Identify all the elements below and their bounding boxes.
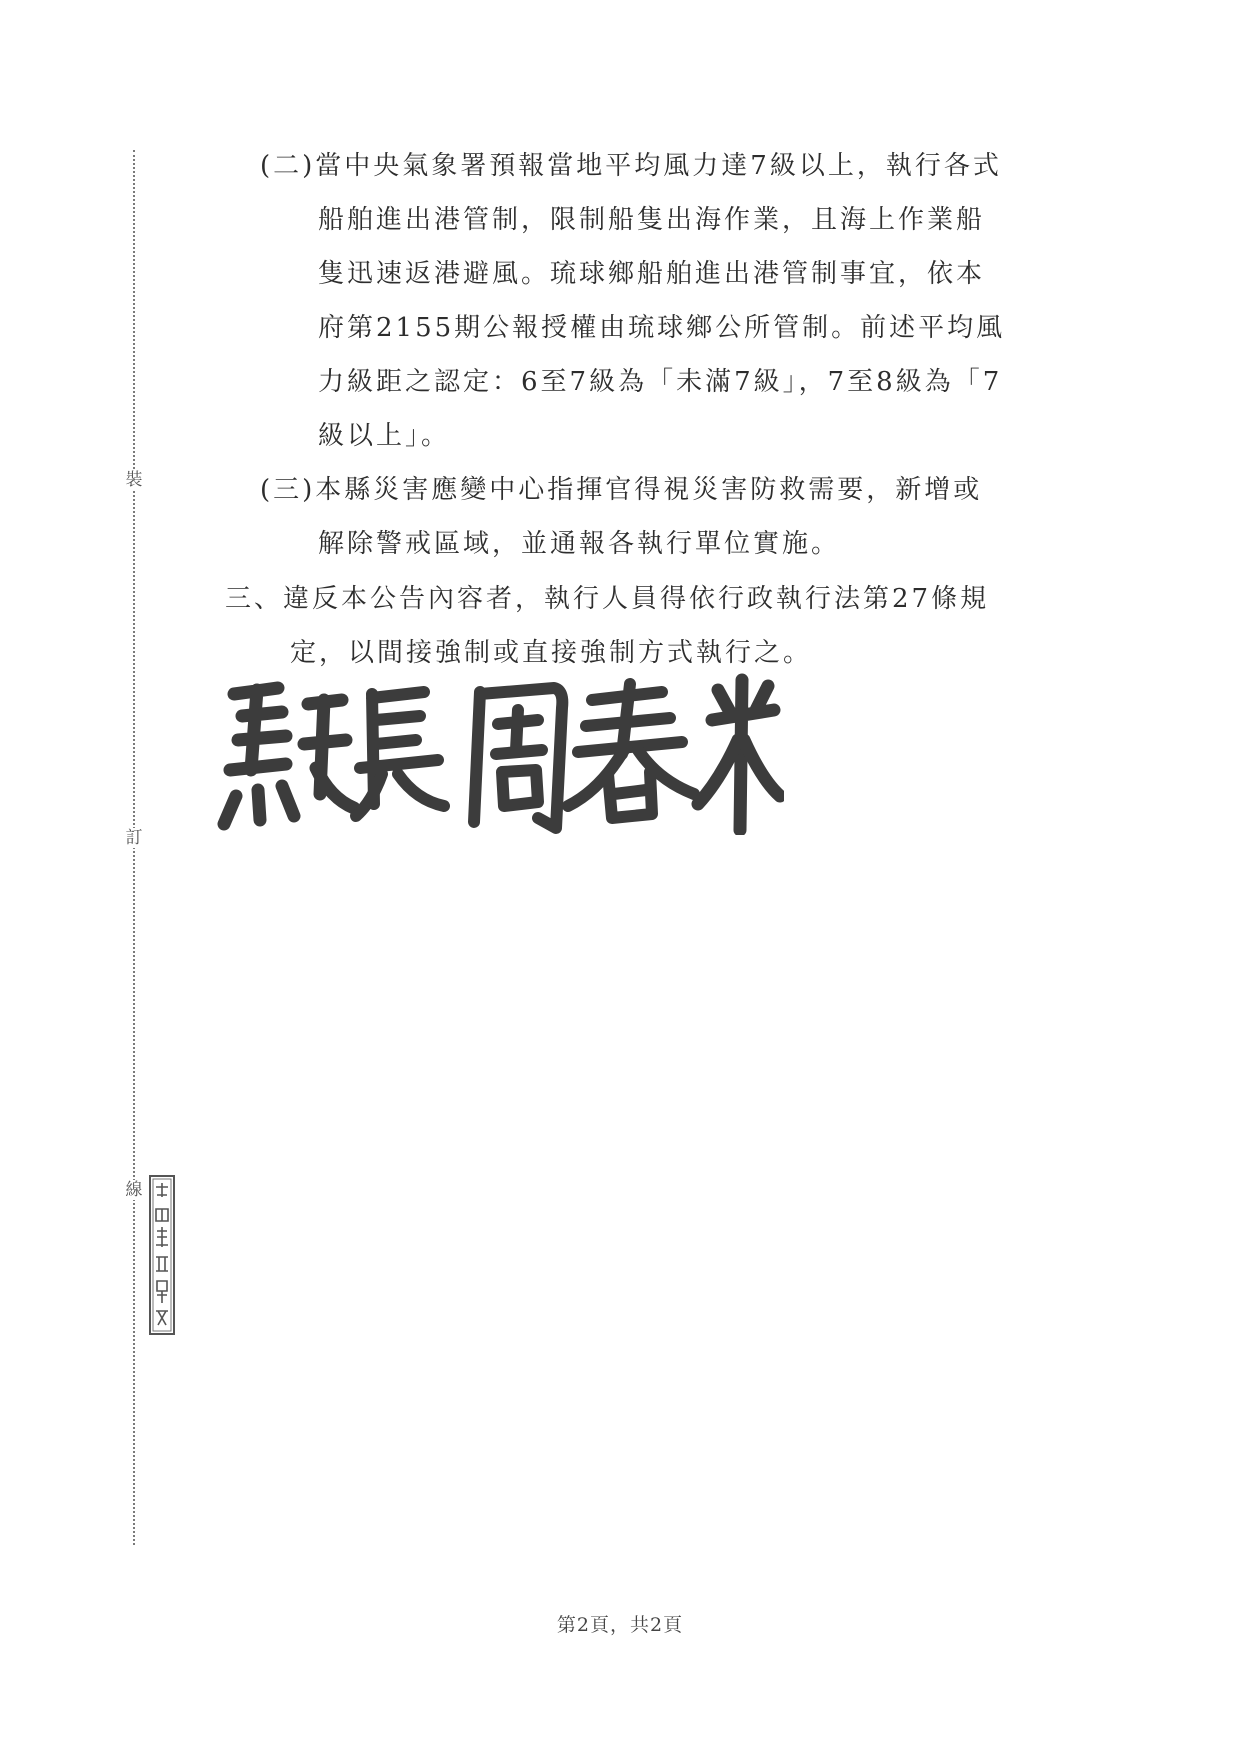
clause-two-line-6: 級以上」。 [318,421,451,451]
binding-mark-ding: 訂 [125,828,143,848]
clause-two-line-1: (二)當中央氣象署預報當地平均風力達7級以上，執行各式 [260,151,1002,181]
clause-two-line-3: 隻迅速返港避風。琉球鄉船舶進出港管制事宜，依本 [318,259,986,289]
binding-mark-xian: 線 [125,1180,143,1200]
page-number-footer: 第2頁，共2頁 [556,1614,684,1636]
clause-two-line-4: 府第2155期公報授權由琉球鄉公所管制。前述平均風 [318,313,1006,343]
binding-mark-zhuang: 裝 [125,470,143,490]
county-magistrate-signature [212,670,784,835]
clause-two-line-5: 力級距之認定：6至7級為「未滿7級」，7至8級為「7 [318,367,1003,397]
article-three-line-1: 三、違反本公告內容者，執行人員得依行政執行法第27條規 [225,584,990,614]
clause-two-line-2: 船舶進出港管制，限制船隻出海作業，且海上作業船 [318,205,986,235]
article-three-line-2: 定，以間接強制或直接強制方式執行之。 [290,638,813,668]
clause-three-line-2: 解除警戒區域，並通報各執行單位實施。 [318,529,841,559]
clause-three-line-1: (三)本縣災害應變中心指揮官得視災害防救需要，新增或 [260,475,983,505]
